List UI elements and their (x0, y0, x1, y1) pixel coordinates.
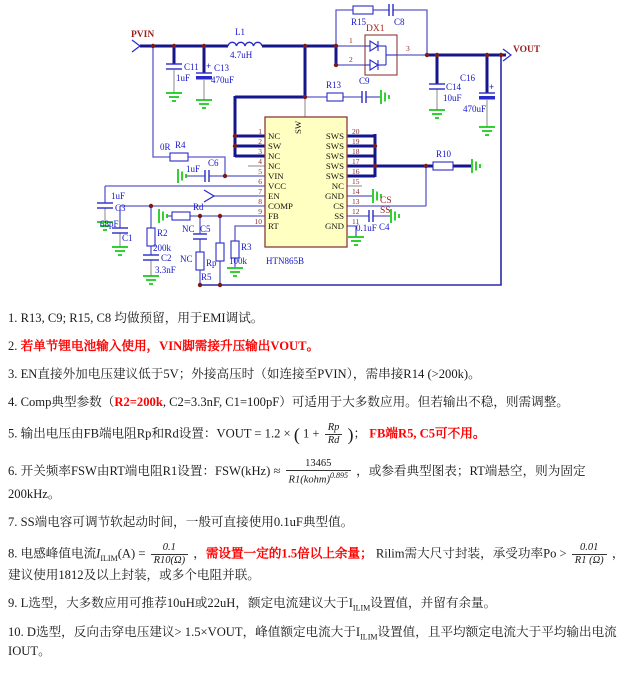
r4-value: 0R (160, 142, 171, 152)
pin-name: SS (334, 211, 344, 221)
c8-refdes: C8 (394, 17, 405, 27)
dual-diode-dx1 (365, 35, 397, 75)
application-notes (0, 303, 633, 661)
pin-number: 12 (352, 207, 360, 216)
note-text: ， (193, 546, 206, 561)
rd-refdes: Rd (193, 202, 204, 212)
c5-nc: NC (182, 224, 195, 234)
pin-number: 10 (254, 217, 262, 226)
den-base: R1(kohm) (288, 474, 330, 486)
pin-name: GND (324, 191, 344, 201)
c4-refdes: C4 (379, 222, 390, 232)
note-text: 设置值，并留有余量。 (370, 595, 497, 610)
note-text: ，或参看典型图表；RT端悬空，则为固定200kHz。 (8, 463, 586, 502)
c14-value: 10uF (443, 93, 462, 103)
pin-name: FB (268, 211, 279, 221)
pin-name: SWS (325, 171, 344, 181)
note-text: ； (353, 425, 367, 440)
fraction-numerator: 0.01 (572, 542, 607, 555)
fraction-denominator: R10(Ω) (153, 554, 186, 566)
note-text: 1. R13, C9; R15, C8 均做预留，用于EMI调试。 (8, 311, 264, 325)
pin-number: 1 (258, 127, 262, 136)
fraction-numerator: 0.1 (151, 542, 189, 555)
pin-number: 11 (352, 217, 360, 226)
pin-number: 6 (258, 177, 262, 186)
pin-number: 5 (258, 167, 262, 176)
current-subscript: ILIM (352, 603, 371, 613)
pin-name: NC (268, 151, 281, 161)
pin-name: RT (268, 221, 279, 231)
pin-number: 2 (258, 137, 262, 146)
l1-refdes: L1 (235, 27, 245, 37)
pin-name: SW (268, 141, 282, 151)
pin-number: 20 (352, 127, 360, 136)
note-text: 7. SS端电容可调节软起动时间，一般可直接使用0.1uF典型值。 (8, 515, 354, 529)
den-exponent: 0.895 (329, 470, 348, 480)
r13-refdes: R13 (326, 80, 342, 90)
note-4 (8, 394, 627, 412)
c5-refdes: C5 (200, 224, 211, 234)
note-text: 4. Comp典型参数（ (8, 394, 115, 409)
r2-refdes: R2 (157, 228, 168, 238)
c2-refdes: C2 (161, 253, 172, 263)
c1-value: 68pF (100, 219, 119, 229)
pin-name: SWS (325, 151, 344, 161)
note-text: 6. 开关频率FSW由RT端电阻R1设置：FSW(kHz) ≈ (8, 463, 281, 478)
pin-number: 3 (258, 147, 262, 156)
note-10 (8, 624, 627, 661)
fraction-power (572, 542, 607, 567)
c3-value: 1uF (111, 191, 126, 201)
c11-refdes: C11 (184, 62, 199, 72)
ic-part-number: HTN865B (266, 256, 304, 266)
paren-open: ( (293, 423, 300, 444)
l1-value: 4.7uH (230, 50, 253, 60)
formula-eq: (A) = (117, 546, 146, 561)
pin-number: 16 (352, 167, 360, 176)
pin-name: VCC (268, 181, 287, 191)
note-text: 设置值，且平均额定电流大于平均输出电流IOUT。 (8, 624, 617, 658)
note-text: 3. EN直接外加电压建议低于5V；外接高压时（如连接至PVIN），需串接R14 (>200k)。 (8, 366, 481, 381)
c2-value: 3.3nF (155, 265, 176, 275)
en-net-arrow-icon (204, 190, 214, 202)
dx1-refdes: DX1 (366, 24, 385, 34)
pin-number: 7 (258, 187, 262, 196)
pin-name: VIN (268, 171, 284, 181)
vout-port-label: VOUT (513, 45, 541, 55)
fraction-numerator: Rp (325, 422, 343, 435)
pin-name: SWS (325, 141, 344, 151)
c14-refdes: C14 (446, 82, 462, 92)
ic-top-pin-label: SW (293, 120, 303, 134)
note-red-text: FB端R5, C5可不用。 (369, 425, 486, 440)
dx1-pin1: 1 (349, 36, 353, 45)
pin-name: SWS (325, 131, 344, 141)
note-red-text: R2=200k (114, 394, 163, 409)
pin-number: 13 (352, 197, 360, 206)
pin-number: 9 (258, 207, 262, 216)
r3-value: 100k (229, 256, 247, 266)
pin-number: 14 (352, 187, 360, 196)
fraction-denominator: R1 (Ω) (574, 554, 604, 566)
c16-refdes: C16 (460, 73, 476, 83)
c6-refdes: C6 (208, 158, 219, 168)
c16-plus: + (489, 82, 495, 92)
r5-refdes: R5 (201, 272, 212, 282)
c11-value: 1uF (176, 73, 191, 83)
c13-plus: + (206, 61, 212, 71)
c6-value: 1uF (186, 164, 201, 174)
fraction-fsw (286, 458, 351, 487)
note-text: ，建议使用1812及以上封装，或多个电阻并联。 (8, 546, 625, 582)
pin-number: 8 (258, 197, 262, 206)
note-6 (8, 458, 627, 505)
r15-refdes: R15 (351, 17, 367, 27)
pin-name: NC (268, 161, 281, 171)
pin-number: 18 (352, 147, 360, 156)
pin-name: CS (333, 201, 344, 211)
circuit-schematic (0, 0, 633, 298)
schematic-panel (0, 0, 633, 303)
c16-value: 470uF (463, 104, 487, 114)
r10-refdes: R10 (436, 149, 452, 159)
pin-number: 15 (352, 177, 360, 186)
ic-right-pin-numbers (352, 127, 360, 226)
pin-name: NC (268, 131, 281, 141)
pvin-port-arrow-icon (132, 40, 140, 52)
note-1 (8, 310, 627, 328)
pin-number: 19 (352, 137, 360, 146)
current-subscript: ILIM (360, 632, 378, 642)
c13-value: 470uF (211, 75, 235, 85)
paren-close: ) (347, 423, 354, 444)
note-9 (8, 595, 627, 614)
fraction-ilim (151, 542, 189, 567)
note-text: 9. L选型，大多数应用可推荐10uH或22uH，额定电流建议大于I (8, 595, 353, 610)
dx1-pin2: 2 (349, 55, 353, 64)
pin-name: GND (324, 221, 344, 231)
dx1-pin3: 3 (406, 44, 410, 53)
r2-value: 200k (153, 243, 171, 253)
note-red-text: 若单节锂电池输入使用，VIN脚需接升压输出VOUT。 (20, 338, 320, 353)
r4-refdes: R4 (175, 140, 186, 150)
c3-refdes: C3 (115, 203, 126, 213)
pin-name: SWS (325, 161, 344, 171)
c1-refdes: C1 (122, 233, 133, 243)
ss-net-label: SS (380, 206, 391, 216)
note-7 (8, 514, 627, 532)
cs-net-label: CS (380, 196, 392, 206)
c13-refdes: C13 (214, 63, 230, 73)
r5-nc: NC (180, 254, 193, 264)
note-text: , C2=3.3nF, C1=100pF）可适用于大多数应用。但若输出不稳，则需调整。 (162, 394, 569, 409)
rp-refdes: Rp (206, 258, 217, 268)
pin-name: EN (268, 191, 280, 201)
note-text: Rilim需大尺寸封装，承受功率Po > (375, 546, 567, 561)
c9-refdes: C9 (359, 76, 370, 86)
note-2 (8, 338, 627, 356)
inductor-symbol (228, 42, 262, 46)
pin-number: 4 (258, 157, 262, 166)
pin-name: COMP (268, 201, 293, 211)
fraction-denominator: Rd (327, 434, 340, 446)
fraction-denominator (286, 471, 351, 487)
current-subscript: ILIM (100, 553, 118, 563)
note-5 (8, 422, 627, 448)
fraction-numerator: 13465 (286, 458, 351, 471)
note-text: 5. 输出电压由FB端电阻Rp和Rd设置：VOUT = 1.2 × (8, 425, 291, 440)
note-8 (8, 542, 627, 585)
note-number: 2. (8, 338, 21, 353)
pvin-port-label: PVIN (131, 30, 155, 40)
formula-term: 1 + (302, 425, 320, 440)
pin-number: 17 (352, 157, 360, 166)
c4-value: 0.1uF (356, 223, 377, 233)
note-red-text: ； (360, 546, 373, 561)
note-red-text: 需设置一定的1.5倍以上余量 (205, 546, 361, 561)
note-text: 10. D选型，反向击穿电压建议> 1.5×VOUT，峰值额定电流大于I (8, 624, 361, 639)
current-var: I (96, 546, 101, 561)
fraction-rp-rd (325, 422, 343, 447)
note-text: 8. 电感峰值电流 (8, 546, 97, 561)
pin-name: NC (331, 181, 344, 191)
r3-refdes: R3 (241, 242, 252, 252)
note-3 (8, 366, 627, 384)
